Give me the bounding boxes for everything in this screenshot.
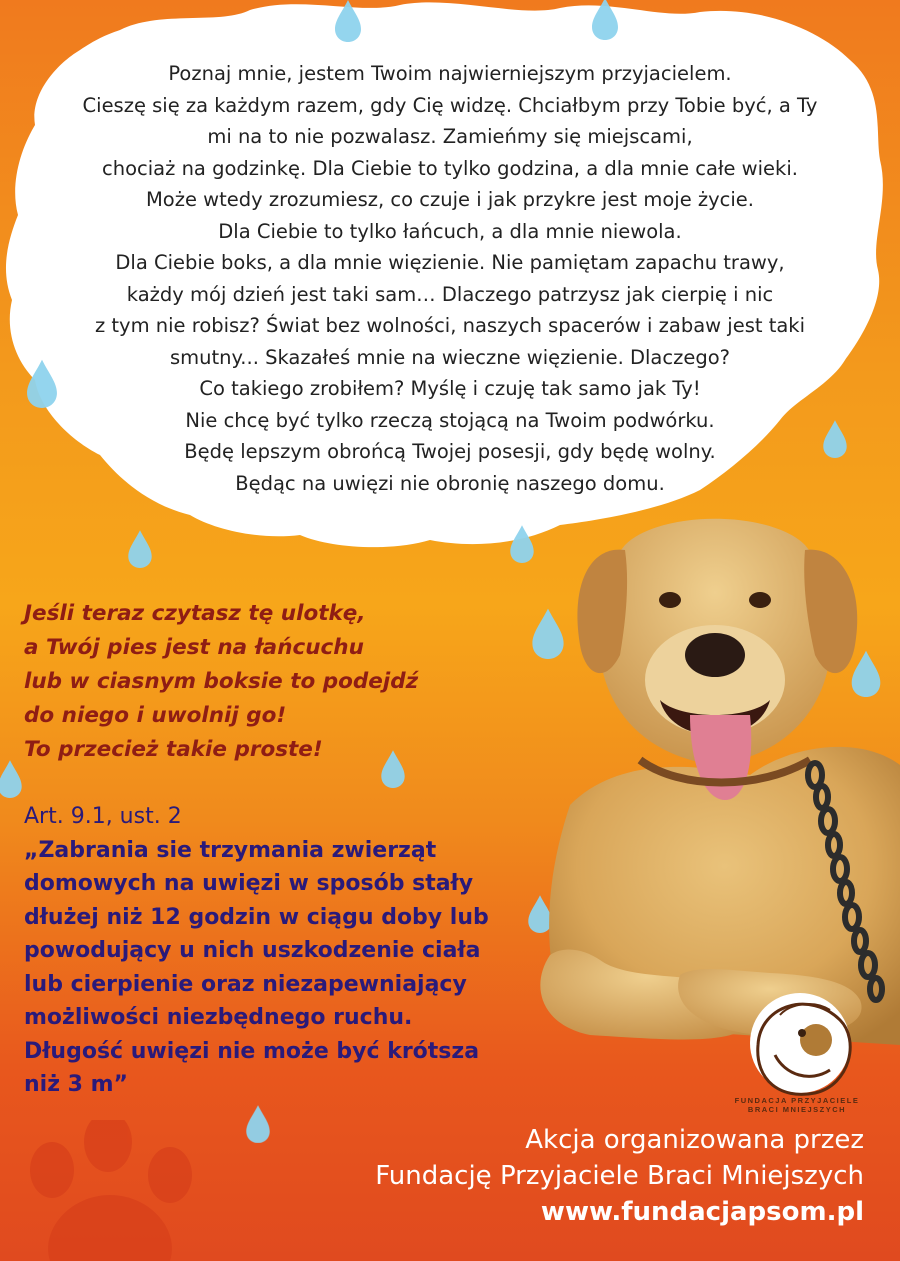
footer-website-link[interactable]: www.fundacjapsom.pl	[540, 1197, 864, 1227]
appeal-line: lub w ciasnym boksie to podejdź	[24, 669, 419, 694]
cloud-line: z tym nie robisz? Świat bez wolności, naszych spacerów i zabaw jest taki	[94, 314, 806, 337]
law-quote-line: lub cierpienie oraz niezapewniający	[24, 971, 467, 997]
cloud-line: Może wtedy zrozumiesz, co czuje i jak przykre jest moje życie.	[145, 188, 754, 211]
water-drop-icon	[592, 0, 618, 40]
foundation-logo-caption	[722, 1096, 872, 1114]
cloud-line: Dla Ciebie boks, a dla mnie więzienie. Nie pamiętam zapachu trawy,	[115, 251, 785, 274]
cloud-line: mi na to nie pozwalasz. Zamieńmy się miejscami,	[207, 125, 693, 148]
cloud-line: smutny... Skazałeś mnie na wieczne więzienie. Dlaczego?	[170, 345, 730, 369]
cloud-line: chociaż na godzinkę. Dla Ciebie to tylko godzina, a dla mnie całe wieki.	[102, 156, 798, 180]
footer-organizer-line: Akcja organizowana przez	[525, 1125, 864, 1155]
logo-caption-line: BRACI MNIEJSZYCH	[747, 1105, 847, 1114]
cloud-line: każdy mój dzień jest taki sam… Dlaczego patrzysz jak cierpię i nic	[126, 282, 774, 306]
cloud-line: Poznaj mnie, jestem Twoim najwierniejszym przyjacielem.	[168, 62, 732, 85]
law-quote-line: domowych na uwięzi w sposób stały	[24, 871, 474, 896]
cloud-line: Będę lepszym obrońcą Twojej posesji, gdy będę wolny.	[184, 440, 716, 463]
dog-illustration	[530, 505, 900, 1065]
cloud-line: Co takiego zrobiłem? Myślę i czuję tak samo jak Ty!	[199, 377, 701, 400]
appeal-line: To przecież takie proste!	[24, 737, 323, 762]
appeal-line: a Twój pies jest na łańcuchu	[24, 635, 364, 660]
cloud-line: Dla Ciebie to tylko łańcuch, a dla mnie niewola.	[218, 219, 682, 243]
cloud-message	[22, 58, 878, 499]
paw-print-icon	[10, 1120, 210, 1261]
footer	[375, 1122, 864, 1230]
cloud-line: Nie chcę być tylko rzeczą stojącą na Twoim podwórku.	[185, 408, 715, 432]
law-reference: Art. 9.1, ust. 2	[24, 804, 182, 829]
water-drop-icon	[0, 760, 22, 798]
water-drop-icon	[246, 1105, 269, 1143]
law-quote-line: dłużej niż 12 godzin w ciągu doby lub	[24, 904, 489, 930]
footer-foundation-name: Fundację Przyjaciele Braci Mniejszych	[375, 1161, 864, 1191]
appeal-line: Jeśli teraz czytasz tę ulotkę,	[24, 601, 366, 626]
law-citation	[24, 800, 554, 1102]
law-quote-line: powodujący u nich uszkodzenie ciała	[24, 938, 481, 963]
law-quote-line: niż 3 m”	[24, 1072, 129, 1097]
water-drop-icon	[335, 0, 361, 42]
appeal-text	[24, 597, 454, 767]
logo-caption-line: FUNDACJA PRZYJACIELE	[734, 1096, 860, 1105]
law-quote-line: możliwości niezbędnego ruchu.	[24, 1005, 413, 1030]
law-quote-line: „Zabrania sie trzymania zwierząt	[24, 837, 437, 863]
law-quote-line: Długość uwięzi nie może być krótsza	[24, 1038, 480, 1064]
cloud-line: Będąc na uwięzi nie obronię naszego domu.	[235, 471, 665, 495]
cloud-line: Cieszę się za każdym razem, gdy Cię widzę. Chciałbym przy Tobie być, a Ty	[82, 93, 818, 117]
water-drop-icon	[128, 530, 151, 568]
appeal-line: do niego i uwolnij go!	[24, 703, 287, 728]
